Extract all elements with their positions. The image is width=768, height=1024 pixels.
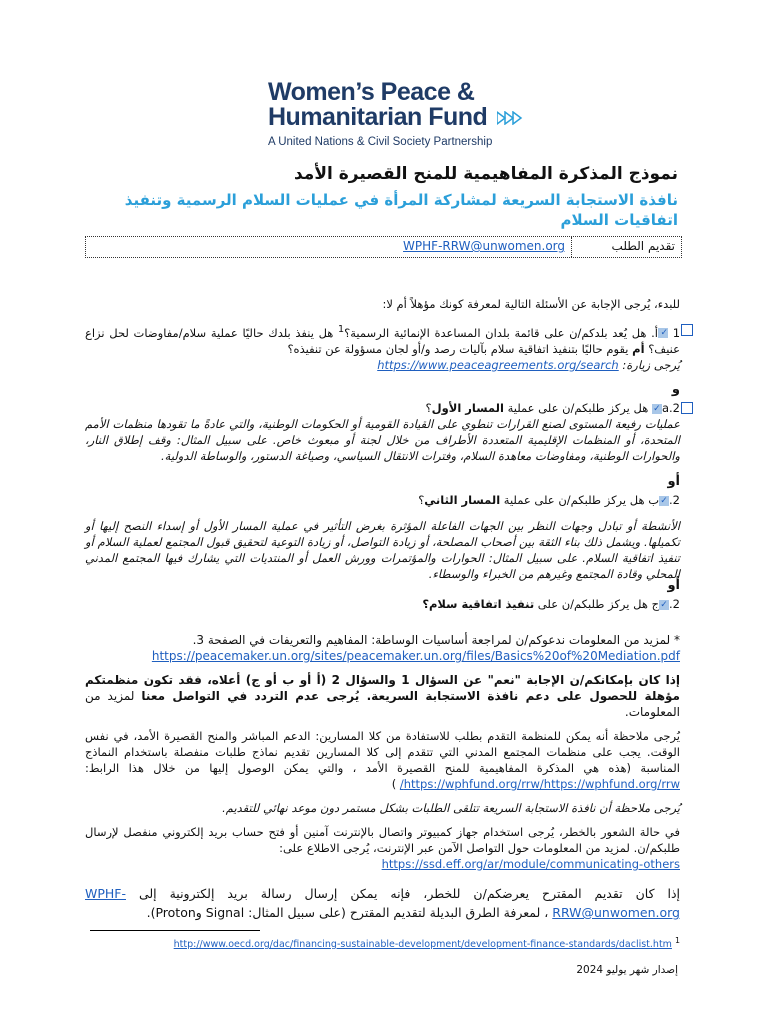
more-info-block [85,632,680,664]
check-icon: ✓ [660,599,668,610]
q2c-num: 2. [669,597,680,611]
check-icon: ✓ [653,403,661,414]
eligibility-block [85,672,680,720]
wphf-logo [268,80,508,150]
q2b-qmark: ؟ [418,493,425,507]
eff-link[interactable]: https://ssd.eff.org/ar/module/communicating-others [381,857,680,871]
q2c-heading [85,596,680,612]
q1-text-c: يقوم حاليًا بتنفيذ اتفاقية سلام بآليات رصد و/أو لجان مسؤولة عن تنفيذه؟ [287,341,629,356]
check-icon: ✓ [658,328,668,338]
q1-text-b: هل ينفذ بلدك حاليًا عملية سلام/مفاوضات لحل نزاع عنيف؟ [85,325,680,356]
eligibility-bold: إذا كان بإمكانكم/ن الإجابة "نعم" عن السؤال 1 والسؤال 2 (أ أو ب أو ج) أعلاه، فقد تكون منظمتكم مؤهلة للحصول على دعم نافذة الاستجابة السريعة. يُرجى عدم التردد في التواصل معنا [85,673,680,703]
note-close: ) [391,777,397,791]
submit-email-cell [86,237,571,257]
submit-box [85,236,682,258]
intro-text: للبدء، يُرجى الإجابة عن الأسئلة التالية لمعرفة كونك مؤهلاً أم لا: [382,297,680,311]
q2b-description: الأنشطة أو تبادل وجهات النظر بين الجهات الفاعلة المؤثرة بغرض التأثير في عملية المسار الأول أو إسداء النصح إليها أو تكميلها. ويشمل ذلك بناء الثقة بين أصحاب المصلحة، أو زيادة التواصل، أو زيادة التوعية لتحقيق قبول المجتمع لعملية السلام أو تنفيذ اتفاقية السلام. على سبيل المثال: الحوارات والمؤتمرات وورش العمل أو المنتديات التي يشارك فيها المجتمع المدني المحلي وقادة المجتمع وغيرهم من الخبراء والوسطاء. [85,519,680,581]
q2c-bold: تنفيذ اتفاقية سلام؟ [422,597,535,611]
submit-email-link[interactable]: WPHF-RRW@unwomen.org [403,239,565,253]
check-icon: ✓ [660,495,668,506]
edition-text: إصدار شهر يوليو 2024 [576,964,678,976]
q2b-text: هل يركز طلبكم/ن على عملية [503,493,645,507]
q1-or: أم [632,341,645,356]
footnote-ref: 1 [338,324,345,335]
q1-checkbox[interactable] [681,324,693,336]
logo-line-2 [268,105,508,130]
q1-num: 1 [672,325,681,340]
q1-text-a: هل يُعد بلدكم/ن على قائمة بلدان المساعدة الإنمائية الرسمية؟ [344,325,647,340]
q1-letter: أ. [651,325,659,340]
peaceagreements-link[interactable]: https://www.peaceagreements.org/search [377,357,619,372]
oecd-link[interactable]: http://www.oecd.org/dac/financing-sustainable-development/development-finance-standards/daclist.htm [173,939,672,951]
footnote-num: 1 [674,936,680,945]
q2a-heading [85,400,680,416]
q2a-description: عمليات رفيعة المستوى لصنع القرارات تنطوي على القيادة القومية أو الحكومات الوطنية، والتي عادةً ما تقودها منظمات الأمم المتحدة، أو المنظمات الإقليمية المتعددة الأطراف من خلال لجنة أو مبعوث خاص. على سبيل المثال: وقف إطلاق النار، والحوارات الوطنية، ومفاوضات معاهدة السلام، وفترات الانتقال السياسي، وصياغة الدستور، والوساطة الدولية. [85,417,680,463]
q2a-letter: a [661,401,670,415]
submit-label: تقديم الطلب [571,237,681,257]
logo-tagline: A United Nations & Civil Society Partnership [268,136,493,148]
or-separator-2: أو [667,578,680,593]
q2a-num: 2. [669,401,680,415]
rolling-note: يُرجى ملاحظة أن نافذة الاستجابة السريعة تتلقى الطلبات بشكل مستمر دون موعد نهائي للتقديم. [222,801,680,815]
alt-email-link[interactable]: WPHF-RRW@unwomen.org [85,886,680,920]
q2a-checkbox[interactable] [681,402,693,414]
page-subtitle: نافذة الاستجابة السريعة لمشاركة المرأة في عمليات السلام الرسمية وتنفيذ اتفاقيات السلام [124,191,678,229]
alternative-block [85,884,680,922]
q2a-qmark: ؟ [425,401,432,415]
q1-visit-label: يُرجى زيارة: [622,357,680,372]
q2a-text: هل يركز طلبكم/ن على عملية [507,401,649,415]
and-separator: و [671,382,680,397]
q2b-letter: ب [648,493,660,507]
wphfund-link[interactable]: https://wphfund.org/rrw/https://wphfund.org/rrw/ [399,777,680,791]
q2b-num: 2. [669,493,680,507]
eligibility-rest: لمزيد من المعلومات. [85,689,680,719]
page-title: نموذج المذكرة المفاهيمية للمنح القصيرة الأمد [293,164,678,184]
q2a-bold: المسار الأول [431,401,504,415]
note-text: يُرجى ملاحظة أنه يمكن للمنظمة التقدم بطلب للاستفادة من كلا المسارين: الدعم المباشر والمنح القصيرة الأمد، في نفس الوقت. يجب على منظمات المجتمع المدني التي تتقدم إلى كلا المسارين تقديم نماذج طلبات منفصلة باستخدام النماذج المناسبة (هذه هي المذكرة المفاهيمية للمنح القصيرة الأمد ، والتي يمكن الوصول إليها من خلال هذا الرابط: [85,729,680,775]
q2c-letter: ج [651,597,660,611]
danger-text: في حالة الشعور بالخطر، يُرجى استخدام جهاز كمبيوتر واتصال بالإنترنت آمنين أو فتح حساب بريد إلكتروني منفصل لإرسال طلبكم/ن. لمزيد من المعلومات حول التواصل الآمن عبر الإنترنت، يُرجى الاطلاع على: [85,825,680,855]
q2c-text: هل يركز طلبكم/ن على [537,597,648,611]
or-separator-1: أو [667,474,680,489]
logo-line-1: Women’s Peace & [268,78,475,106]
logo-line-2-text: Humanitarian Fund [268,103,488,131]
footnote [174,936,680,950]
alt-text-2: ، لمعرفة الطرق البديلة لتقديم المقترح (على سبيل المثال: Signal وProton). [146,905,549,920]
more-info-text: * لمزيد من المعلومات ندعوكم/ن لمراجعة أساسيات الوساطة: المفاهيم والتعريفات في الصفحة 3. [192,633,680,647]
logo-arrows-icon [497,111,523,125]
footnote-rule [90,930,260,931]
danger-block [85,824,680,872]
alt-text-1: إذا كان تقديم المقترح يعرضكم/ن للخطر، فإنه يمكن إرسال رسالة بريد إلكترونية إلى [138,886,680,901]
peacemaker-link[interactable]: https://peacemaker.un.org/sites/peacemaker.un.org/files/Basics%20of%20Mediation.pdf [151,649,680,663]
note-block [85,728,680,792]
q2b-bold: المسار الثاني [424,493,501,507]
q2b-heading [85,492,680,508]
q1-block [85,322,680,373]
